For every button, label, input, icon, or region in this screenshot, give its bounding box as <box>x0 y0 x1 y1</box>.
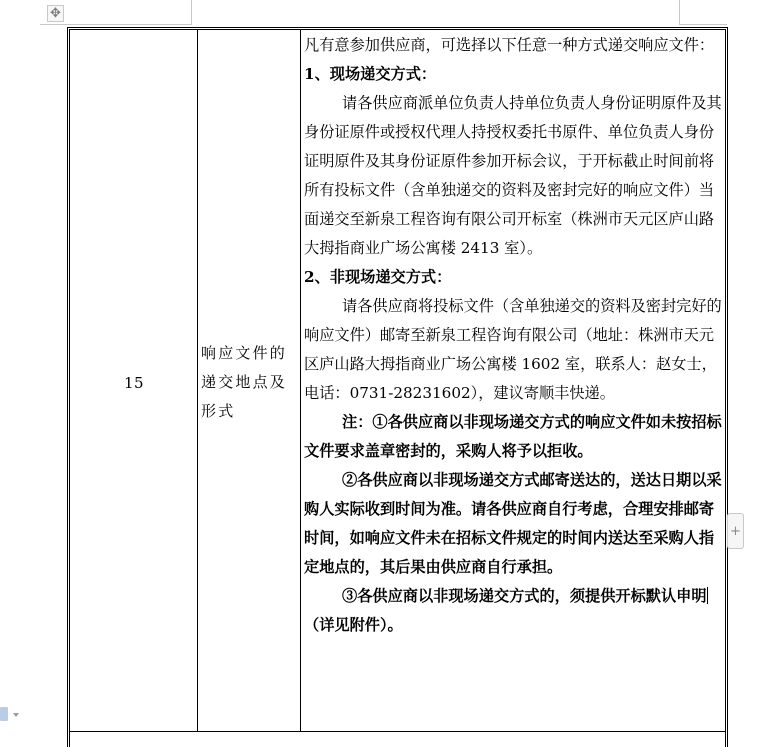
section-1-body: 请各供应商派单位负责人持单位负责人身份证明原件及其身份证原件或授权代理人持授权委托书原件、单位负责人身份证明原件及其身份证原件参加开标会议，于开标截止时间前将所有投标文件（含单独递交的资料及密封完好的响应文件）当面递交至新泉工程咨询有限公司开标室（株洲市天元区庐山路大拇指商业广场公寓楼 2413 室）。 <box>304 94 722 257</box>
add-column-button[interactable] <box>727 513 744 549</box>
row-number: 15 <box>123 374 145 392</box>
section-2-body: 请各供应商将投标文件（含单独递交的资料及密封完好的响应文件）邮寄至新泉工程咨询有限公司（地址：株洲市天元区庐山路大拇指商业广场公寓楼 1602 室，联系人：赵女士，电话：0731-28231602），建议寄顺丰快递。 <box>304 297 722 402</box>
note-3 <box>304 582 722 640</box>
note-3-text-end: （详见附件）。 <box>304 616 403 634</box>
intro-paragraph: 凡有意参加供应商，可选择以下任意一种方式递交响应文件： <box>304 36 715 54</box>
cell-content-text <box>304 31 722 640</box>
paragraph-style-icon[interactable] <box>0 707 8 721</box>
section-2-heading: 2、非现场递交方式： <box>304 268 452 286</box>
page-margin-marker <box>40 24 192 25</box>
section-1-heading: 1、现场递交方式： <box>304 65 437 83</box>
table-cell-content[interactable] <box>301 30 725 732</box>
document-table <box>67 27 728 747</box>
note-2: ②各供应商以非现场递交方式邮寄送达的，送达日期以采购人实际收到时间为准。请各供应商自行考虑，合理安排邮寄时间，如响应文件未在招标文件规定的时间内送达至采购人指定地点的，其后果由供应商自行承担。 <box>304 471 722 576</box>
note-1: 注：①各供应商以非现场递交方式的响应文件如未按招标文件要求盖章密封的，采购人将予以拒收。 <box>304 413 722 460</box>
page-margin-marker <box>679 24 727 25</box>
table-cell-label[interactable] <box>198 30 301 732</box>
table-cell-number[interactable] <box>70 30 198 732</box>
text-cursor <box>707 587 708 604</box>
table-move-handle-icon[interactable]: ✥ <box>47 5 64 22</box>
page-margin-marker <box>191 0 192 24</box>
chevron-down-icon[interactable] <box>13 713 19 717</box>
row-divider <box>70 731 725 732</box>
row-label: 响应文件的递交地点及形式 <box>201 344 288 420</box>
page-margin-marker <box>679 0 680 24</box>
plus-icon: + <box>730 523 741 539</box>
note-3-text: ③各供应商以非现场递交方式的，须提供开标默认申明 <box>342 587 707 605</box>
